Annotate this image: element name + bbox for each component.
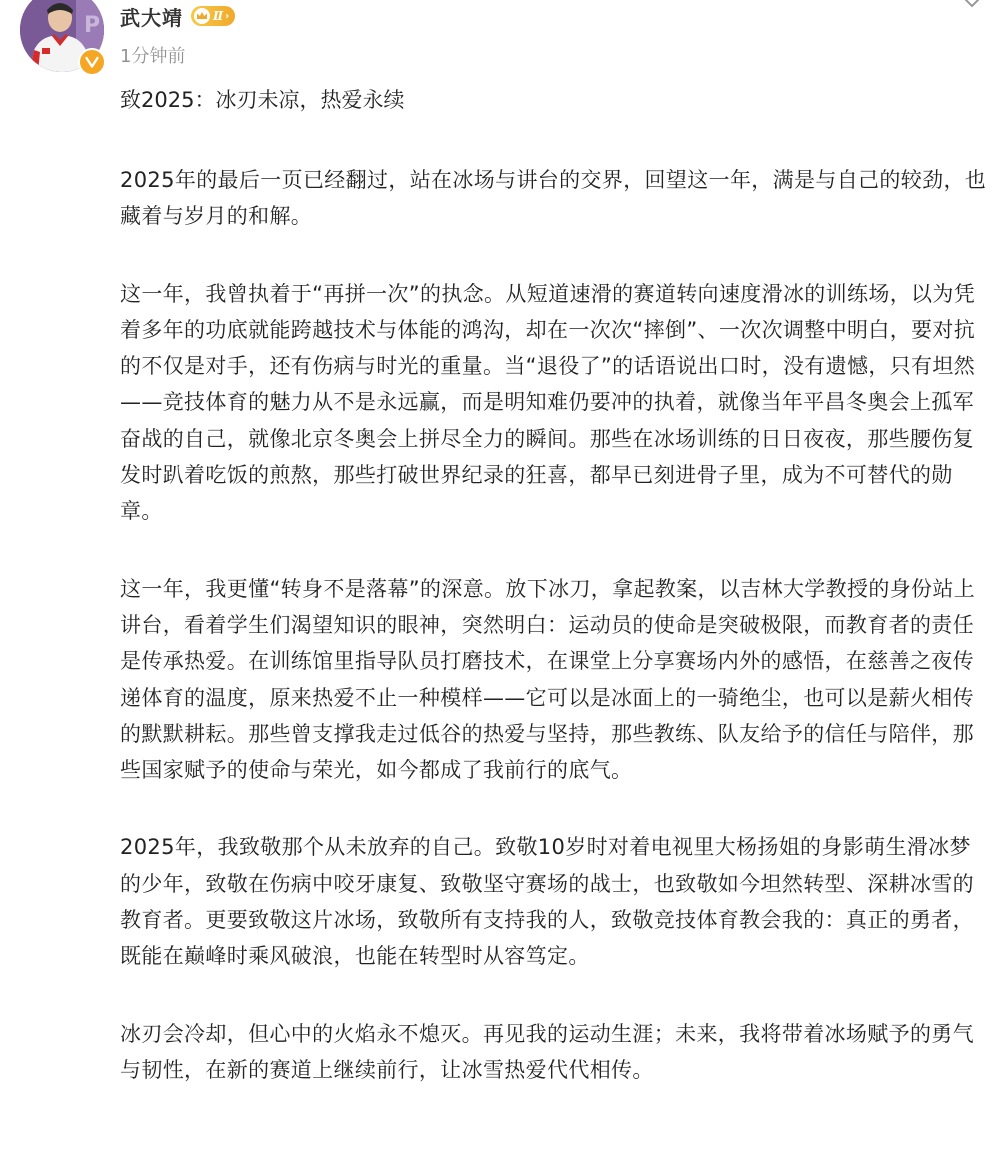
post-content (120, 82, 990, 1088)
post-paragraph: 2025年，我致敬那个从未放弃的自己。致敬10岁时对着电视里大杨扬姐的身影萌生滑冰梦的少年，致敬在伤病中咬牙康复、致敬坚守赛场的战士，也致敬如今坦然转型、深耕冰雪的教育者。更要致敬这片冰场，致敬所有支持我的人，致敬竞技体育教会我的：真正的勇者，既能在巅峰时乘风破浪，也能在转型时从容笃定。 (120, 835, 974, 969)
vip-level: Ⅱ (213, 9, 224, 23)
chevron-right-icon: › (225, 10, 230, 22)
verified-v-icon (78, 48, 106, 76)
svg-text:P: P (84, 13, 101, 38)
text-fade-overlay (770, 1128, 1000, 1162)
post-paragraph: 这一年，我更懂“转身不是落幕”的深意。放下冰刀，拿起教案，以吉林大学教授的身份站上讲台，看着学生们渴望知识的眼神，突然明白：运动员的使命是突破极限，而教育者的责任是传承热爱。在训练馆里指导队员打磨技术，在课堂上分享赛场内外的感悟，在慈善之夜传递体育的温度，原来热爱不止一种模样——它可以是冰面上的一骑绝尘，也可以是薪火相传的默默耕耘。那些曾支撑我走过低谷的热爱与坚持，那些教练、队友给予的信任与陪伴，那些国家赋予的使命与荣光，如今都成了我前行的底气。 (120, 576, 976, 783)
chevron-down-icon[interactable] (964, 0, 980, 6)
author-avatar[interactable] (20, 0, 104, 72)
crown-icon (194, 8, 210, 24)
post-paragraph: 2025年的最后一页已经翻过，站在冰场与讲台的交界，回望这一年，满是与自己的较劲，也藏着与岁月的和解。 (120, 168, 987, 229)
post-title: 致2025：冰刃未凉，热爱永续 (120, 88, 405, 112)
author-name[interactable]: 武大靖 (120, 5, 183, 30)
vip-badge[interactable] (191, 6, 235, 26)
post-paragraph: 这一年，我曾执着于“再拼一次”的执念。从短道速滑的赛道转向速度滑冰的训练场，以为凭着多年的功底就能跨越技术与体能的鸿沟，却在一次次“摔倒”、一次次调整中明白，要对抗的不仅是对手，还有伤病与时光的重量。当“退役了”的话语说出口时，没有遗憾，只有坦然——竞技体育的魅力从不是永远赢，而是明知难仍要冲的执着，就像当年平昌冬奥会上孤军奋战的自己，就像北京冬奥会上拼尽全力的瞬间。那些在冰场训练的日日夜夜，那些腰伤复发时趴着吃饭的煎熬，那些打破世界纪录的狂喜，都早已刻进骨子里，成为不可替代的勋章。 (120, 281, 976, 524)
post-time: 1分钟前 (120, 46, 186, 67)
post-paragraph: 冰刃会冷却，但心中的火焰永不熄灭。再见我的运动生涯；未来，我将带着冰场赋予的勇气与韧性，在新的赛道上继续前行，让冰雪热爱代代相传。 (120, 1021, 974, 1082)
author-row (120, 2, 235, 30)
